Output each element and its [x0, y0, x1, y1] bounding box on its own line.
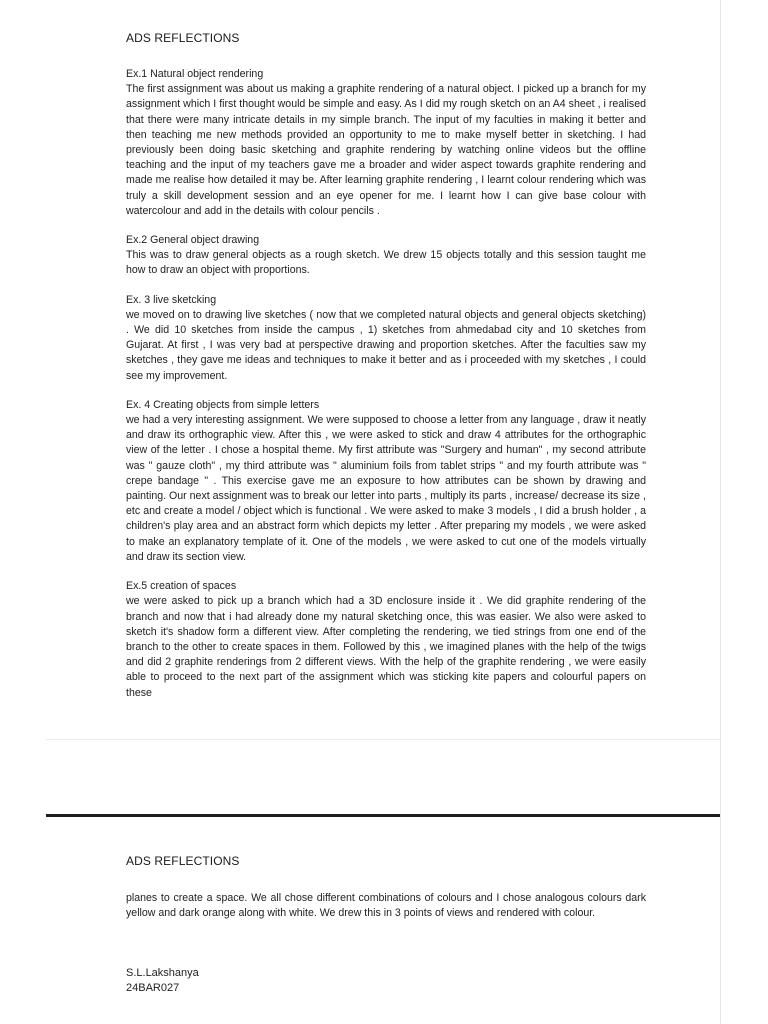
section-body: we moved on to drawing live sketches ( now that we completed natural objects and general objects sketching) . We did 10 sketches from inside the campus , 1) sketches from ahmedabad city and 10 sketches from Gujarat. At first , I was very bad at perspective drawing and proportion sketches. After the faculties saw my sketches , they gave me ideas and techniques to make it better and as i proceeded with my sketches , I could see my improvement. [126, 308, 646, 382]
page-1-content [126, 67, 646, 715]
section-title: Ex.5 creation of spaces [126, 580, 237, 593]
page-1-header: ADS REFLECTIONS [126, 31, 240, 45]
page-separator [46, 814, 720, 817]
section-ex3 [126, 293, 646, 384]
section-title: Ex.1 Natural object rendering [126, 68, 264, 80]
section-ex1 [126, 67, 646, 219]
section-body: we had a very interesting assignment. We were supposed to choose a letter from any language , draw it neatly and draw its orthographic view. After this , we were asked to stick and draw 4 attributes for the orthographic view of the letter . I chose a hospital theme. My first attribute was "Surgery and human" , my second attribute was " gauze cloth" , my third attribute was " aluminium foils from tablet strips " and my fourth attribute was " crepe bandage " . This exercise gave me an exposure to how attributes can be shown by drawing and painting. Our next assignment was to break our letter into parts , multiply its parts , increase/ decrease its size , etc and create a model / object which is functional . We were asked to make 3 models , I did a brush holder , a children's play area and an abstract form which depicts my letter . After preparing my models , we were asked to make an explanatory template of it. One of the models , we were asked to cut one of the models virtually and draw its section view. [126, 414, 646, 563]
page-2-header: ADS REFLECTIONS [126, 854, 240, 868]
section-ex2 [126, 233, 646, 279]
page-right-edge [720, 0, 721, 1024]
signature-block [126, 966, 199, 996]
signature-id: 24BAR027 [126, 982, 180, 994]
section-title: Ex. 4 Creating objects from simple letters [126, 398, 320, 411]
section-title: Ex.2 General object drawing [126, 234, 260, 247]
section-body: This was to draw general objects as a rough sketch. We drew 15 objects totally and this session taught me how to draw an object with proportions. [126, 249, 646, 277]
page-2-content [126, 891, 646, 921]
section-ex5 [126, 579, 646, 701]
section-title: Ex. 3 live sketcking [126, 293, 217, 306]
section-ex4 [126, 398, 646, 565]
signature-name: S.L.Lakshanya [126, 967, 199, 979]
page-1-bottom-edge [46, 739, 720, 740]
section-body: we were asked to pick up a branch which had a 3D enclosure inside it . We did graphite rendering of the branch and now that i had already done my natural sketching once, this was easier. We also were asked to sketch it's shadow form a different view. After completing the rendering, we tied strings from one end of the branch to the other to create spaces in them. Followed by this , we imagined planes with the help of the twigs and did 2 graphite renderings from 2 different views. With the help of the graphite rendering , we were easily able to proceed to the next part of the assignment which was sticking kite papers and colourful papers on these [126, 595, 646, 699]
section-body: planes to create a space. We all chose different combinations of colours and I chose analogous colours dark yellow and dark orange along with white. We drew this in 3 points of views and rendered with colour. [126, 892, 646, 920]
section-body: The first assignment was about us making a graphite rendering of a natural object. I picked up a branch for my assignment which I first thought would be simple and easy. As I did my rough sketch on an A4 sheet , i realised that there were many intricate details in my simple branch. The input of my faculties in making it better and then teaching me new methods provided an opportunity to me to make myself better in sketching. I had previously been doing basic sketching and graphite rendering by watching online videos but the offline teaching and the input of my teachers gave me a broader and wider aspect towards graphite rendering and made me realise how detailed it may be. After learning graphite rendering , I learnt colour rendering which was truly a skill development session and an eye opener for me. I learnt how I can give base colour with watercolour and add in the details with colour pencils . [126, 83, 646, 217]
